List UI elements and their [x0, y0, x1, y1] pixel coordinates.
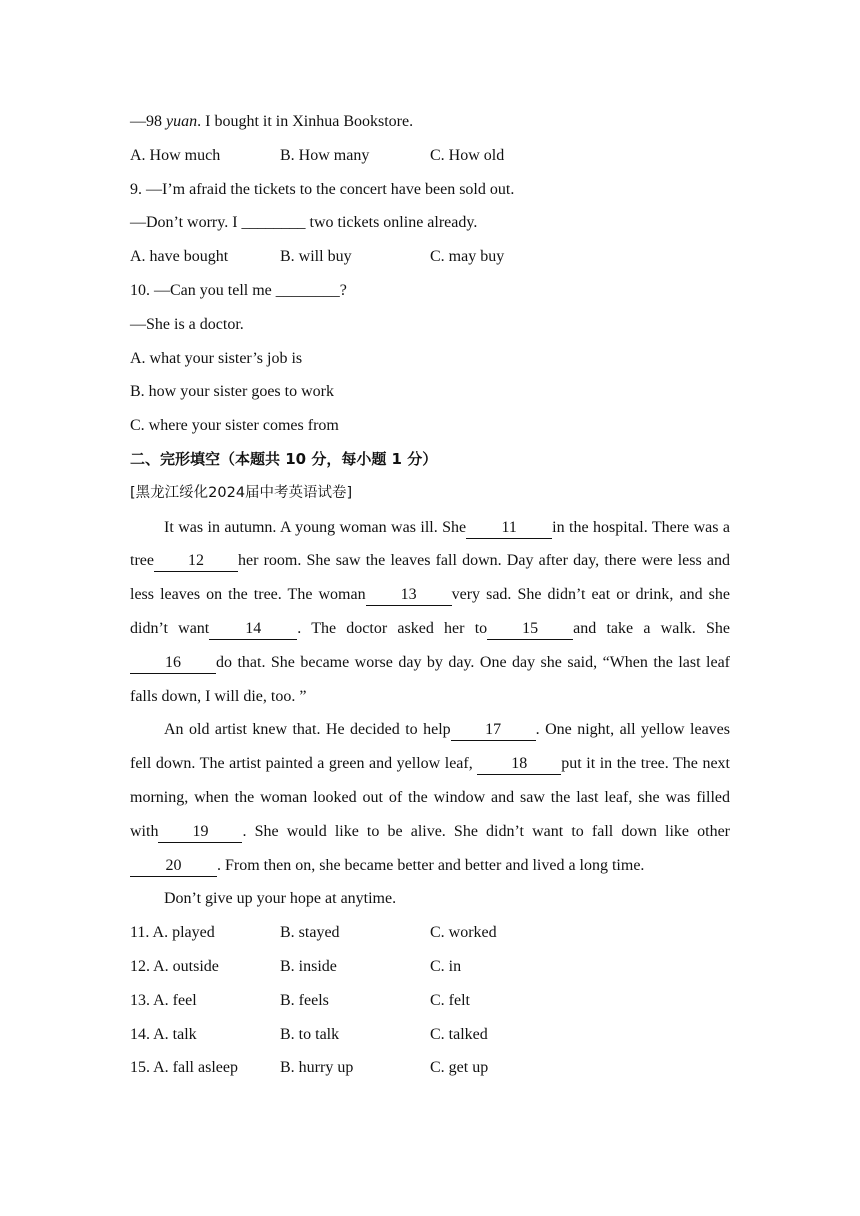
- p2-text-5: . From then on, she became better and better and lived a long time.: [217, 856, 645, 874]
- q8-answer-prefix: —98: [130, 113, 166, 130]
- blank-20: 20: [130, 856, 217, 877]
- q9-option-a: A. have bought: [130, 248, 229, 266]
- q9-option-c: C. may buy: [430, 248, 505, 266]
- q11-option-c: C. worked: [430, 924, 497, 942]
- q11-option-a: 11. A. played: [130, 924, 215, 942]
- blank-14: 14: [209, 619, 297, 640]
- q12-option-c: C. in: [430, 957, 462, 975]
- passage-paragraph-2: [130, 713, 730, 882]
- p1-text-4: very sad. She didn’t eat or drink, and she didn’t want: [130, 586, 730, 637]
- q13-option-a: 13. A. feel: [130, 991, 197, 1009]
- blank-18: 18: [477, 754, 561, 775]
- q13-option-b: B. feels: [280, 991, 329, 1009]
- q9-option-b: B. will buy: [280, 248, 352, 266]
- blank-19: 19: [158, 822, 242, 843]
- q10-response: —She is a doctor.: [130, 315, 244, 333]
- blank-13: 13: [366, 585, 452, 606]
- q14-option-b: B. to talk: [280, 1025, 340, 1043]
- q14-option-a: 14. A. talk: [130, 1025, 197, 1043]
- q15-option-a: 15. A. fall asleep: [130, 1059, 238, 1077]
- passage-paragraph-3: Don’t give up your hope at anytime.: [164, 890, 397, 908]
- p2-text-2: . One night, all yellow leaves fell down. The artist painted a green and yellow leaf,: [130, 721, 730, 773]
- q15-option-c: C. get up: [430, 1059, 489, 1077]
- q8-option-a: A. How much: [130, 146, 221, 164]
- p1-text-2: in the hospital. There was a tree: [130, 518, 731, 570]
- q10-option-a: A. what your sister’s job is: [130, 349, 303, 367]
- q8-option-b: B. How many: [280, 146, 370, 164]
- cloze-options-14: [130, 1018, 730, 1052]
- p1-text-6: and take a walk. She: [573, 619, 731, 637]
- p2-text-1: An old artist knew that. He decided to help: [164, 721, 451, 739]
- q8-answer-line: [130, 105, 730, 139]
- q11-option-b: B. stayed: [280, 924, 340, 942]
- page-content: [130, 105, 730, 1085]
- p2-text-4: . She would like to be alive. She didn’t want to fall down like other: [242, 822, 730, 840]
- blank-16: 16: [130, 653, 216, 674]
- q9-question: 9. —I’m afraid the tickets to the concert have been sold out.: [130, 180, 515, 198]
- q10-option-b: B. how your sister goes to work: [130, 383, 334, 401]
- cloze-options-12: [130, 950, 730, 984]
- passage-paragraph-1: [130, 511, 730, 714]
- passage-source: [黑龙江绥化2024届中考英语试卷]: [130, 484, 353, 501]
- section-heading: 二、完形填空（本题共 10 分，每小题 1 分）: [130, 449, 438, 468]
- q8-answer-rest: . I bought it in Xinhua Bookstore.: [197, 113, 414, 130]
- q8-currency: yuan: [166, 113, 198, 130]
- q12-option-b: B. inside: [280, 957, 337, 975]
- p1-text-1: It was in autumn. A young woman was ill. She: [164, 518, 467, 536]
- blank-17: 17: [451, 720, 536, 741]
- q10-question: 10. —Can you tell me ________?: [130, 281, 347, 299]
- blank-11: 11: [466, 518, 552, 539]
- q8-options: [130, 139, 730, 173]
- q12-option-a: 12. A. outside: [130, 957, 219, 975]
- p1-text-7: do that. She became worse day by day. One day she said, “When the last leaf falls down, I will die, too. ”: [130, 653, 730, 705]
- p1-text-5: . The doctor asked her to: [297, 619, 488, 637]
- p2-text-3: put it in the tree. The next morning, when the woman looked out of the window and saw the last leaf, she was filled with: [130, 755, 730, 840]
- cloze-options-13: [130, 984, 730, 1018]
- cloze-options-11: [130, 916, 730, 950]
- q8-option-c: C. How old: [430, 146, 505, 164]
- q15-option-b: B. hurry up: [280, 1059, 354, 1077]
- q9-options: [130, 240, 730, 274]
- blank-15: 15: [487, 619, 573, 640]
- q9-response: —Don’t worry. I ________ two tickets online already.: [130, 214, 478, 232]
- q14-option-c: C. talked: [430, 1025, 488, 1043]
- blank-12: 12: [154, 551, 238, 572]
- q10-option-c: C. where your sister comes from: [130, 417, 339, 435]
- p1-text-3: her room. She saw the leaves fall down. Day after day, there were less and less leaves on the tree. The woman: [130, 552, 730, 604]
- q13-option-c: C. felt: [430, 991, 470, 1009]
- cloze-options-15: [130, 1051, 730, 1085]
